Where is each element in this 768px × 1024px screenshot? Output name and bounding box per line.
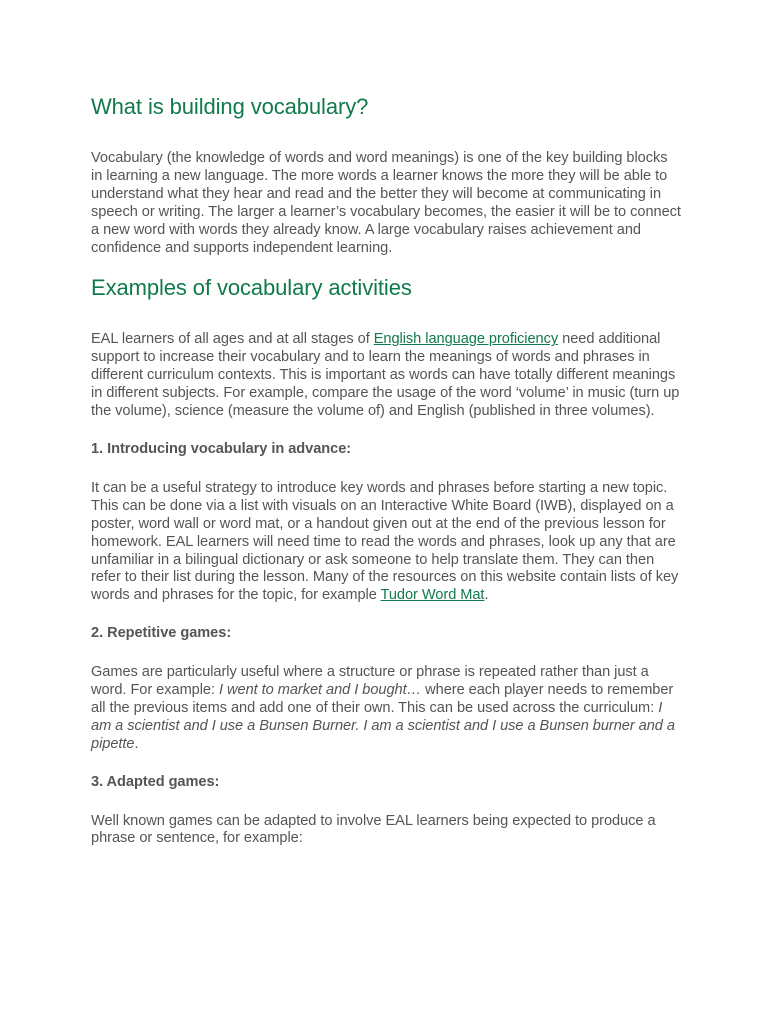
paragraph-repetitive-games xyxy=(91,664,681,754)
document-page xyxy=(91,93,681,848)
link-english-language-proficiency[interactable]: English language proficiency xyxy=(373,331,559,348)
link-tudor-word-mat[interactable]: Tudor Word Mat xyxy=(380,587,485,604)
paragraph-vocabulary-definition: Vocabulary (the knowledge of words and word meanings) is one of the key building blocks in learning a new language. The more words a learner knows the more they will be able to understand what they hear and read and the better they will become at communicating in speech or writing. The larger a learner’s vocabulary becomes, the easier it will be to connect a new word with words they already know. A large vocabulary raises achievement and confidence and supports independent learning. xyxy=(91,150,681,256)
introducing-text: It can be a useful strategy to introduce key words and phrases before starting a new topic. This can be done via a list with visuals on an Interactive White Board (IWB), displayed on a poster, word wall or word mat, or a handout given out at the end of the previous lesson for homework. EAL learners will need time to read the words and phrases, look up any that are unfamiliar in a bilingual dictionary or ask someone to help translate them. They can then refer to their list during the lesson. Many of the resources on this website contain lists of key words and phrases for the topic, for example xyxy=(91,479,679,604)
paragraph-eal-intro xyxy=(91,331,681,421)
intro-text-before: EAL learners of all ages and at all stages of xyxy=(91,331,374,348)
subheading-repetitive-games: 2. Repetitive games: xyxy=(91,625,232,642)
repetitive-text-3: . xyxy=(134,735,139,752)
paragraph-adapted-games: Well known games can be adapted to involve EAL learners being expected to produce a phrase or sentence, for example: xyxy=(91,812,656,847)
heading-vocabulary-activities: Examples of vocabulary activities xyxy=(91,275,412,301)
intro-text-after: need additional support to increase their vocabulary and to learn the meanings of words and phrases in different curriculum contexts. This is important as words can have totally different meanings in different subjects. For example, compare the usage of the word ‘volume’ in music (turn up the volume), science (measure the volume of) and English (published in three volumes). xyxy=(91,331,680,420)
subheading-introducing-vocabulary: 1. Introducing vocabulary in advance: xyxy=(91,440,352,457)
paragraph-introducing-vocabulary xyxy=(91,480,681,605)
subheading-adapted-games: 3. Adapted games: xyxy=(91,773,220,790)
repetitive-example-scientist: I am a scientist and I use a Bunsen Burner. I am a scientist and I use a Bunsen burner and a pipette xyxy=(91,699,675,752)
repetitive-text-2: where each player needs to remember all the previous items and add one of their own. This can be used across the curriculum: xyxy=(91,682,674,716)
repetitive-example-market: I went to market and I bought… xyxy=(219,682,422,699)
repetitive-text-1: Games are particularly useful where a structure or phrase is repeated rather than just a word. For example: xyxy=(91,664,649,699)
heading-building-vocabulary: What is building vocabulary? xyxy=(91,94,369,119)
introducing-text-end: . xyxy=(484,587,489,604)
